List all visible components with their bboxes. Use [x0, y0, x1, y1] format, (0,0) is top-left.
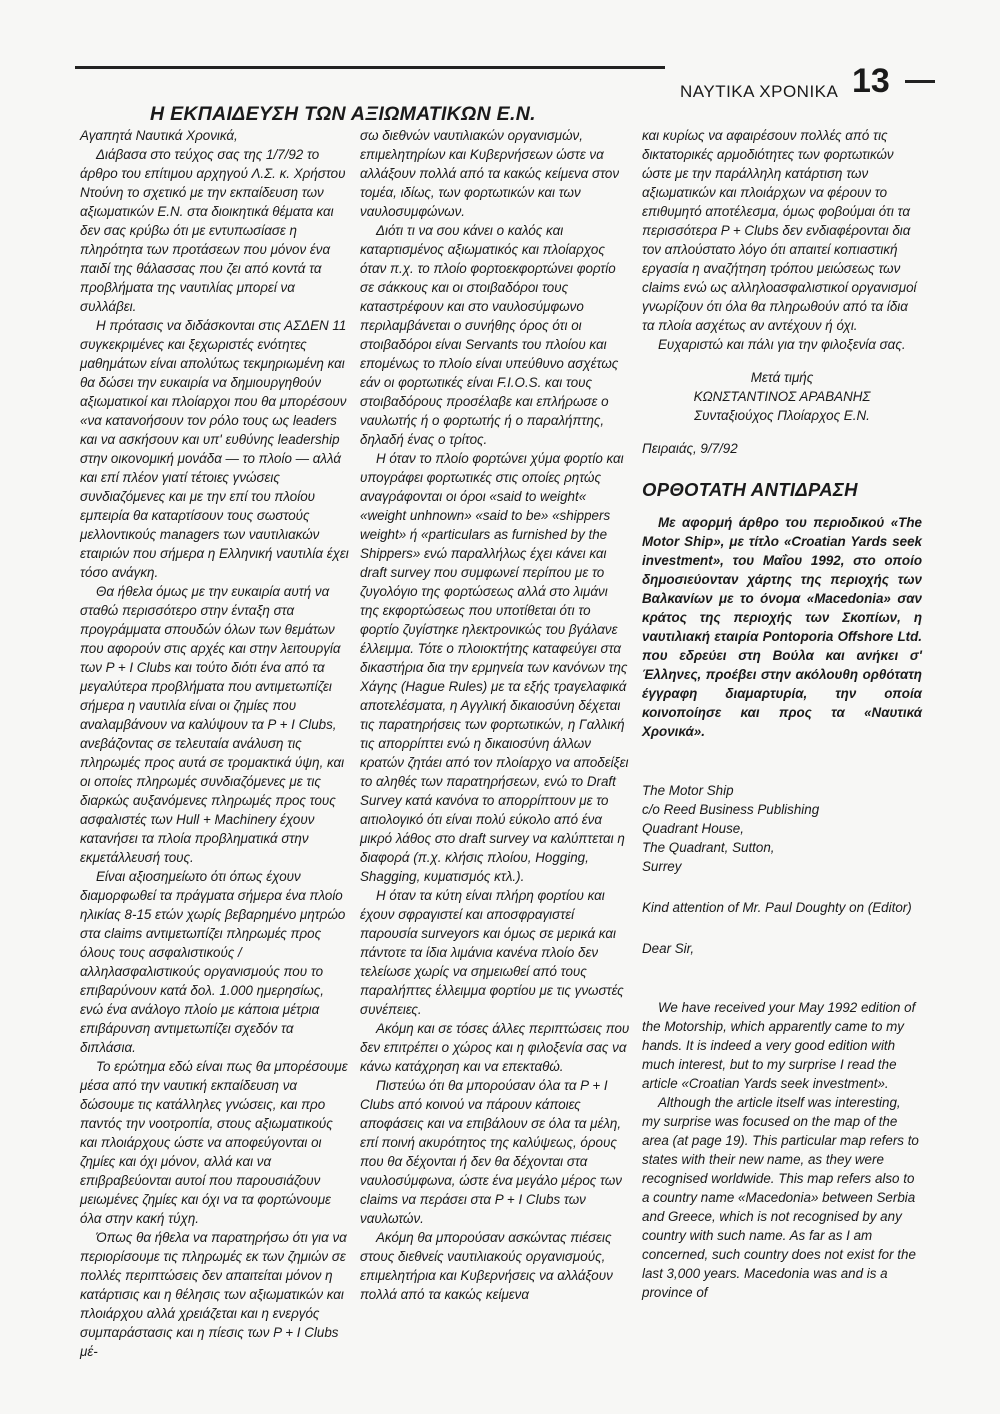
letter-attention: Kind attention of Mr. Paul Doughty on (Editor) — [642, 900, 912, 915]
paragraph: Πιστεύω ότι θα μπορούσαν όλα τα P + I Clubs από κοινού να πάρουν κάποιες αποφάσεις και να επιβάλουν σε όλα τα μέλη, επί ποινή ακυρότητος της καλύψεως, όρους που θα δέχονται ή δεν θα δέχονται στα ναυλοσύμφωνα, ώστε ένα μεγάλο μέρος των claims να περάσει στα P + I Clubs των ναυλωτών. — [360, 1078, 622, 1226]
paragraph: σω διεθνών ναυτιλιακών οργανισμών, επιμελητηρίων και Κυβερνήσεων ώστε να αλλάξουν πολλά από τα κακώς κείμενα στον τομέα, ιδίως, των φορτωτικών και των ναυλοσυμφώνων. — [360, 128, 620, 219]
letter-paragraph: We have received your May 1992 edition of the Motorship, which apparently came to my hands. It is indeed a very good edition with much interest, but to my surprise I read the article «Croatian Yards seek investment». — [642, 1000, 916, 1091]
address-line: The Quadrant, Sutton, — [642, 840, 775, 855]
address-line: The Motor Ship — [642, 783, 734, 798]
paragraph: Η πρότασις να διδάσκονται στις ΑΣΔΕΝ 11 συγκεκριμένες και ξεχωριστές ενότητες μαθημάτων είναι απολύτως τεκμηριωμένη και θα δώσει την ευκαιρία να δημιουργηθούν αξιωματικοί και πλοίαρχοι που θα μπορέσουν «να κατανοήσουν τον ρόλο τους ως leaders και να ασκήσουν και υπ' ευθύνης leadership στην οικονομική μονάδα — το πλοίο — αλλά και επί πλέον γιατί τέτοιες γνώσεις συνδιαζόμενες και με την επί του πλοίου εμπειρία θα καταρτίσουν τους σωστούς μελλοντικούς managers των ναυτιλιακών εταιριών που σήμερα η Ελληνική ναυτιλία έχει τόσο ανάγκη. — [80, 318, 349, 580]
paragraph: Ευχαριστώ και πάλι για την φιλοξενία σας. — [658, 337, 906, 352]
signature-name: ΚΩΝΣΤΑΝΤΙΝΟΣ ΑΡΑΒΑΝΗΣ — [693, 389, 871, 404]
greeting: Αγαπητά Ναυτικά Χρονικά, — [80, 128, 238, 143]
paragraph: Ακόμη θα μπορούσαν ασκώντας πιέσεις στους διεθνείς ναυτιλιακούς οργανισμούς, επιμελητήρια και Κυβερνήσεις να αλλάξουν πολλά από τα κακώς κείμενα — [360, 1230, 613, 1302]
paragraph: Η όταν το πλοίο φορτώνει χύμα φορτίο και υπογράφει φορτωτικές στις οποίες ρητώς αναγράφονται οι όροι «said to weight« «weight unhnown» «said to be» «shippers weight» ή «particulars as furnished by the Shippers» ενώ παραλλήλως έχει κάνει και draft survey που συμφωνεί περίπου με το ζυγολόγιο της φορτώσεως αλλά στο λιμάνι της εκφορτώσεως που υποτίθεται ότι το φορτίο ζυγίστηκε ηλεκτρονικώς του βγάλανε έλλειμμα. Τότε ο πλοιοκτήτης καταφεύγει στα δικαστήρια δια την ερμηνεία των κανόνων της Χάγης (Hague Rules) με τα εξής τραγελαφικά αποτελέσματα, η Αγγλική δικαιοσύνη δέχεται τις παρατηρήσεις των φορτωτικών, η Γαλλική τις απορρίπτει ενώ η δικαιοσύνη άλλων κρατών ζητάει από τον πλοίαρχο να αποδείξει το αληθές των παρατηρήσεων, ενώ το Draft Survey κατά κανόνα το απορρίπτουν με το αιτιολογικό ότι είναι πολύ εύκολο από ένα μικρό λάθος στο draft survey να καλύπτεται η διαφορά (π.χ. κλήσις πλοίου, Hogging, Shagging, κυματισμός κτλ.). — [360, 451, 629, 884]
second-article-title: ΟΡΘΟΤΑΤΗ ΑΝΤΙΔΡΑΣΗ — [642, 479, 858, 500]
publication-name: ΝΑΥΤΙΚΑ ΧΡΟΝΙΚΑ — [680, 82, 839, 101]
paragraph: Η όταν τα κύτη είναι πλήρη φορτίου και έχουν σφραγιστεί και αποσφραγιστεί παρουσία surveyors και όμως σε μερικά και πάντοτε τα ίδια λιμάνια κανένα πλοίο δεν τελείωσε χωρίς να σημειωθεί από τους παραλήπτες έλλειμμα φορτίου με τις γνωστές συνέπειες. — [360, 888, 624, 1017]
page-number-rule — [905, 80, 935, 83]
signature-role: Συνταξιούχος Πλοίαρχος Ε.Ν. — [694, 408, 870, 423]
letter-salutation: Dear Sir, — [642, 941, 695, 956]
article-title: Η ΕΚΠΑΙΔΕΥΣΗ ΤΩΝ ΑΞΙΩΜΑΤΙΚΩΝ Ε.Ν. — [150, 103, 536, 125]
paragraph: Διότι τι να σου κάνει ο καλός και καταρτισμένος αξιωματικός και πλοίαρχος όταν π.χ. το πλοίο φορτοεκφορτώνει φορτίο σε σάκκους και οι στοιβαδόροι τους καταστρέφουν και στο ναυλοσύμφωνο περιλαμβάνεται ο συνήθης όρος ότι οι στοιβαδόροι είναι Servants του πλοίου και επομένως το πλοίο είναι υπεύθυνο ασχέτως εάν οι φορτωτικές είναι F.I.O.S. και τους στοιβαδόρους προσέλαβε και επλήρωσε ο ναυλωτής ή ο φορτωτής ή ο παραλήπτης, δηλαδή ένας ο τρίτος. — [360, 223, 619, 447]
header-rule — [75, 66, 665, 69]
paragraph: Ακόμη και σε τόσες άλλες περιπτώσεις που δεν επιτρέπει ο χώρος και η φιλοξενία σας να κάνω κατάχρηση και να επεκταθώ. — [360, 1021, 630, 1074]
column-3 — [642, 126, 922, 1302]
address-line: Surrey — [642, 859, 682, 874]
second-article-intro: Με αφορμή άρθρο του περιοδικού «The Motor Ship», με τίτλο «Croatian Yards seek investment», του Μαΐου 1992, στο οποίο δημοσιεύονταν χάρτης της περιοχής των Βαλκανίων με το όνομα «Macedonia» σαν κράτος της περιοχής των Σκοπίων, η ναυτιλιακή εταιρία Pontoporia Offshore Ltd. που εδρεύει στη Βούλα και ανήκει σ' Έλληνες, προέβει στην ακόλουθη ορθότατη έγγραφη διαμαρτυρία, την οποία κοινοποίησε και προς τα «Ναυτικά Χρονικά». — [642, 515, 922, 739]
letter-paragraph: Although the article itself was interesting, my surprise was focused on the map of the area (at page 19). This particular map refers to states with their new name, as they were recognised worldwide. This map refers also to a country name «Macedonia» between Serbia and Greece, which is not recognised by any country with such name. As far as I am concerned, such country does not exist for the last 3,000 years. Macedonia was and is a province of — [642, 1095, 919, 1300]
paragraph: Θα ήθελα όμως με την ευκαιρία αυτή να σταθώ περισσότερο στην ένταξη στα προγράμματα σπουδών όλων των θεμάτων που αφορούν στις αρχές και στην λειτουργία των P + I Clubs και τούτο διότι ένα από τα μεγαλύτερα προβλήματα που αντιμετωπίζει σήμερα η ναυτιλία είναι οι ζημίες που αναλαμβάνουν να καλύψουν τα P + I Clubs, ανεβάζοντας σε τελευταία ανάλυση τις πληρωμές προς αυτά σε τρομακτικά ύψη, και οι οποίες πληρωμές συνδιαζόμενες με τις διαρκώς αυξανόμενες πληρωμές προς τους ασφαλιστές των Hull + Machinery έχουν κατανήσει τα πλοία προβληματικά στην εκμετάλλευσή τους. — [80, 584, 345, 865]
address-line: Quadrant House, — [642, 821, 744, 836]
paragraph: Το ερώτημα εδώ είναι πως θα μπορέσουμε μέσα από την ναυτική εκπαίδευση να δώσουμε τις κατάλληλες γνώσεις, και προ παντός την νοοτροπία, στους αξιωματικούς και πλοιάρχους ώστε να αποφεύγονται οι ζημίες και όχι μόνον, αλλά και να επιβραβεύονται αυτοί που παρουσιάζουν μειωμένες ζημίες και όχι να τα φορτώνουμε όλα στην κακή τύχη. — [80, 1059, 348, 1226]
signature-closing: Μετά τιμής — [750, 370, 814, 385]
page-number: 13 — [852, 62, 890, 100]
column-1 — [80, 126, 350, 1361]
column-2 — [360, 126, 630, 1304]
place-date: Πειραιάς, 9/7/92 — [642, 441, 738, 456]
letter-address — [642, 781, 922, 876]
address-line: c/o Reed Business Publishing — [642, 802, 820, 817]
paragraph: Είναι αξιοσημείωτο ότι όπως έχουν διαμορφωθεί τα πράγματα σήμερα ένα πλοίο ηλικίας 8-15 ετών χωρίς βεβαρημένο μητρώο στα claims αντιμετωπίζει πληρωμές προς όλους τους ασφαλιστικούς / αλληλασφαλιστικούς οργανισμούς που το επιβαρύνουν κατά δολ. 1.000 ημερησίως, ενώ ένα ανάλογο πλοίο με κάποια μέτρια επιβάρυνση αντιμετωπίζει σχεδόν τα διπλάσια. — [80, 869, 346, 1055]
paragraph: Όπως θα ήθελα να παρατηρήσω ότι για να περιορίσουμε τις πληρωμές εκ των ζημιών σε πολλές περιπτώσεις δεν απαιτείται μόνον η κατάρτισις και η θέλησις των αξιωματικών και πλοιάρχου αλλά χρειάζεται και η ενεργός συμπαράστασις και η πίεσις των P + I Clubs μέ- — [80, 1230, 347, 1359]
paragraph: Διάβασα στο τεύχος σας της 1/7/92 το άρθρο του επίτιμου αρχηγού Λ.Σ. κ. Χρήστου Ντούνη το σχετικό με την εκπαίδευση των αξιωματικών Ε.Ν. στα διοικητικά θέματα και δεν σας κρύβω ότι με εντυπωσίασε η πληρότητα των προτάσεων που μόνον ένα παιδί της θάλασσας που ζει από κοντά τα προβλήματα της ναυτιλίας μπορεί να συλλάβει. — [80, 147, 346, 314]
paragraph: και κυρίως να αφαιρέσουν πολλές από τις δικτατορικές αρμοδιότητες των φορτωτικών ώστε με την παράλληλη κατάρτιση των αξιωματικών και πλοιάρχων να φέρουν το επιθυμητό αποτέλεσμα, όμως φοβούμαι ότι τα περισσότερα P + Clubs δεν ενδιαφέρονται δια τον απλούστατο λόγο ότι απαιτεί κοπιαστική εργασία η αναζήτηση τρόπου μειώσεως των claims ενώ ως αλληλοασφαλιστικοί οργανισμοί γνωρίζουν ότι όλα θα πληρωθούν από τα ίδια τα πλοία ασχέτως αν αντέχουν ή όχι. — [642, 128, 917, 333]
